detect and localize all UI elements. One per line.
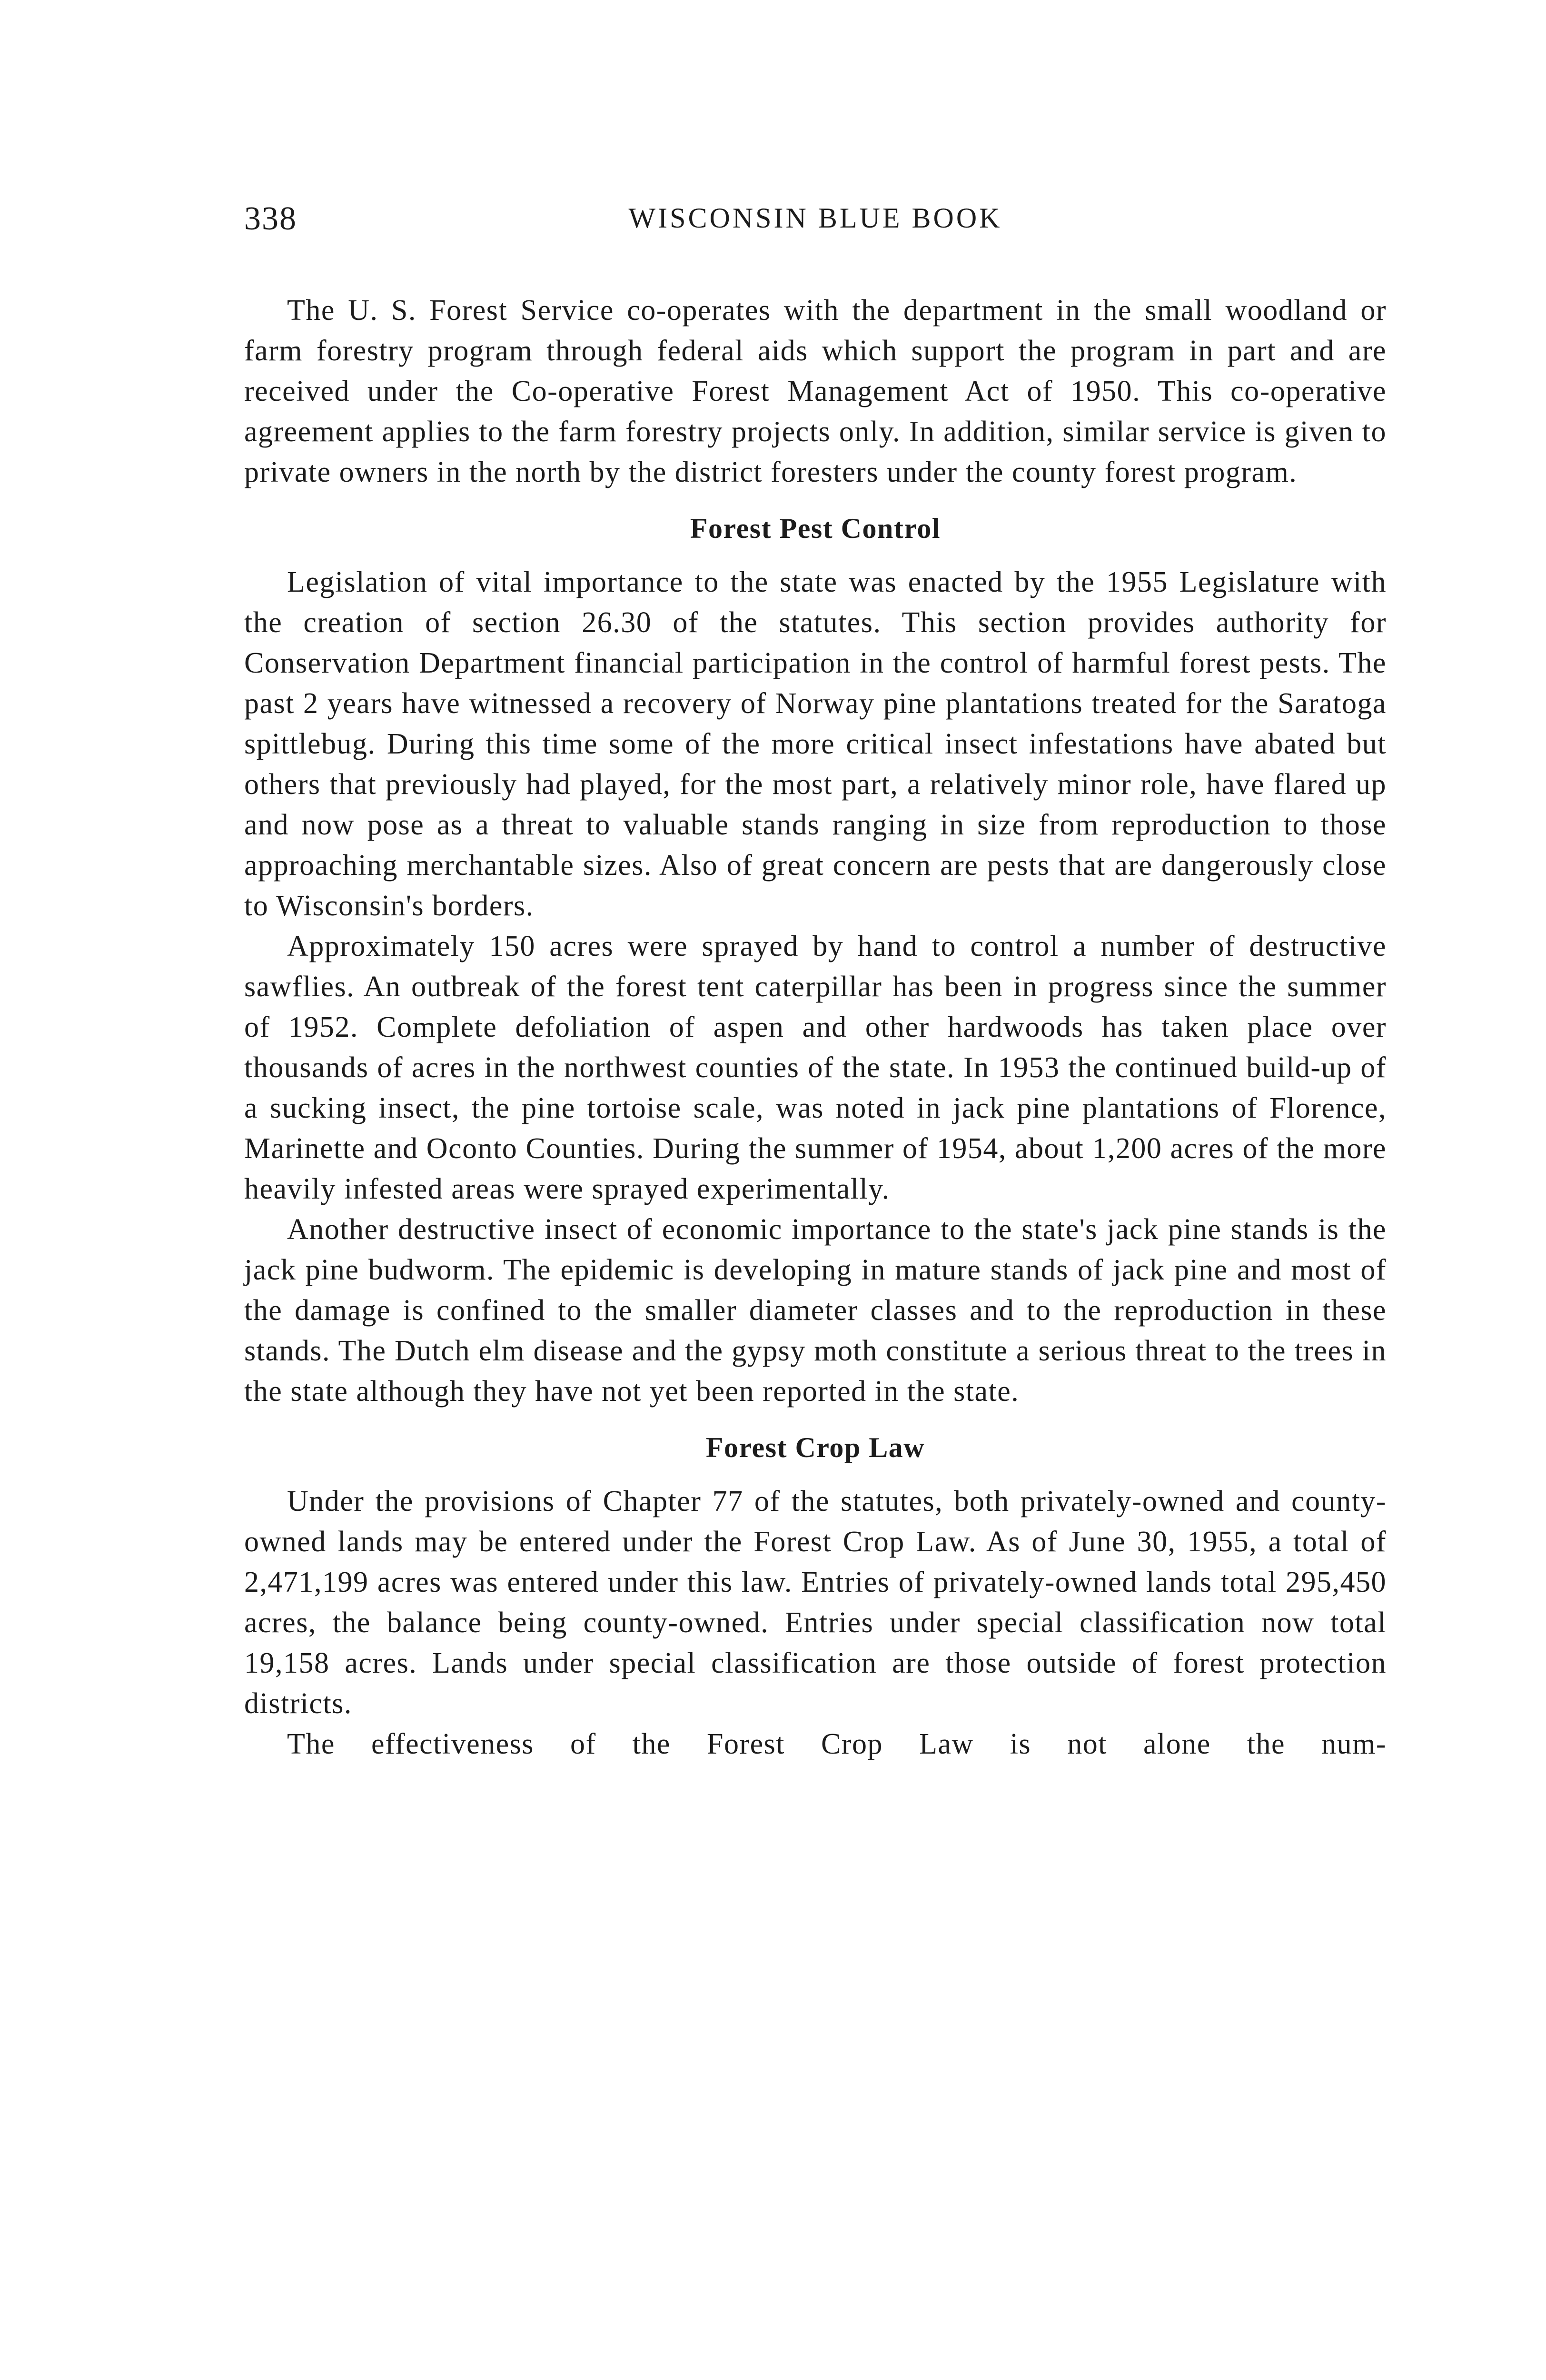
intro-paragraph: The U. S. Forest Service co-operates with the department in the small woodland or farm forestry program through federal aids which support the program in part and are received under the Co-operative Forest Management Act of 1950. This co-operative agreement applies to the farm forestry projects only. In addition, similar service is given to private owners in the north by the district foresters under the county forest program. — [244, 294, 1387, 488]
pest-control-paragraph-2: Approximately 150 acres were sprayed by hand to control a number of destructive sawflies. An outbreak of the forest tent caterpillar has been in progress since the summer of 1952. Complete defoliation of aspen and other hardwoods has taken place over thousands of acres in the northwest counties of the state. In 1953 the continued build-up of a sucking insect, the pine tortoise scale, was noted in jack pine plantations of Florence, Marinette and Oconto Counties. During the summer of 1954, about 1,200 acres of the more heavily infested areas were sprayed experimentally. — [244, 930, 1387, 1205]
page-number: 338 — [244, 200, 297, 237]
heading-forest-crop-law: Forest Crop Law — [705, 1432, 925, 1463]
crop-law-paragraph-2: The effectiveness of the Forest Crop Law is not alone the num- — [287, 1728, 1387, 1760]
pest-control-paragraph-3: Another destructive insect of economic importance to the state's jack pine stands is the jack pine budworm. The epidemic is developing in mature stands of jack pine and most of the damage is confined to the smaller diameter classes and to the reproduction in these stands. The Dutch elm disease and the gypsy moth constitute a serious threat to the trees in the state although they have not yet been reported in the state. — [244, 1213, 1387, 1408]
pest-control-paragraph-1: Legislation of vital importance to the state was enacted by the 1955 Legislature with the creation of section 26.30 of the statutes. This section provides authority for Conservation Department financial participation in the control of harmful forest pests. The past 2 years have witnessed a recovery of Norway pine plantations treated for the Saratoga spittlebug. During this time some of the more critical insect infestations have abated but others that previously had played, for the most part, a relatively minor role, have flared up and now pose as a threat to valuable stands ranging in size from reproduction to those approaching merchantable sizes. Also of great concern are pests that are dangerously close to Wisconsin's borders. — [244, 566, 1387, 922]
heading-forest-pest-control: Forest Pest Control — [690, 513, 941, 544]
document-page — [244, 200, 1387, 1765]
crop-law-paragraph-1: Under the provisions of Chapter 77 of the statutes, both privately-owned and county-owned lands may be entered under the Forest Crop Law. As of June 30, 1955, a total of 2,471,199 acres was entered under this law. Entries of privately-owned lands total 295,450 acres, the balance being county-owned. Entries under special classification now total 19,158 acres. Lands under special classification are those outside of forest protection districts. — [244, 1485, 1387, 1720]
running-header — [244, 200, 1387, 248]
book-title: WISCONSIN BLUE BOOK — [628, 202, 1002, 234]
